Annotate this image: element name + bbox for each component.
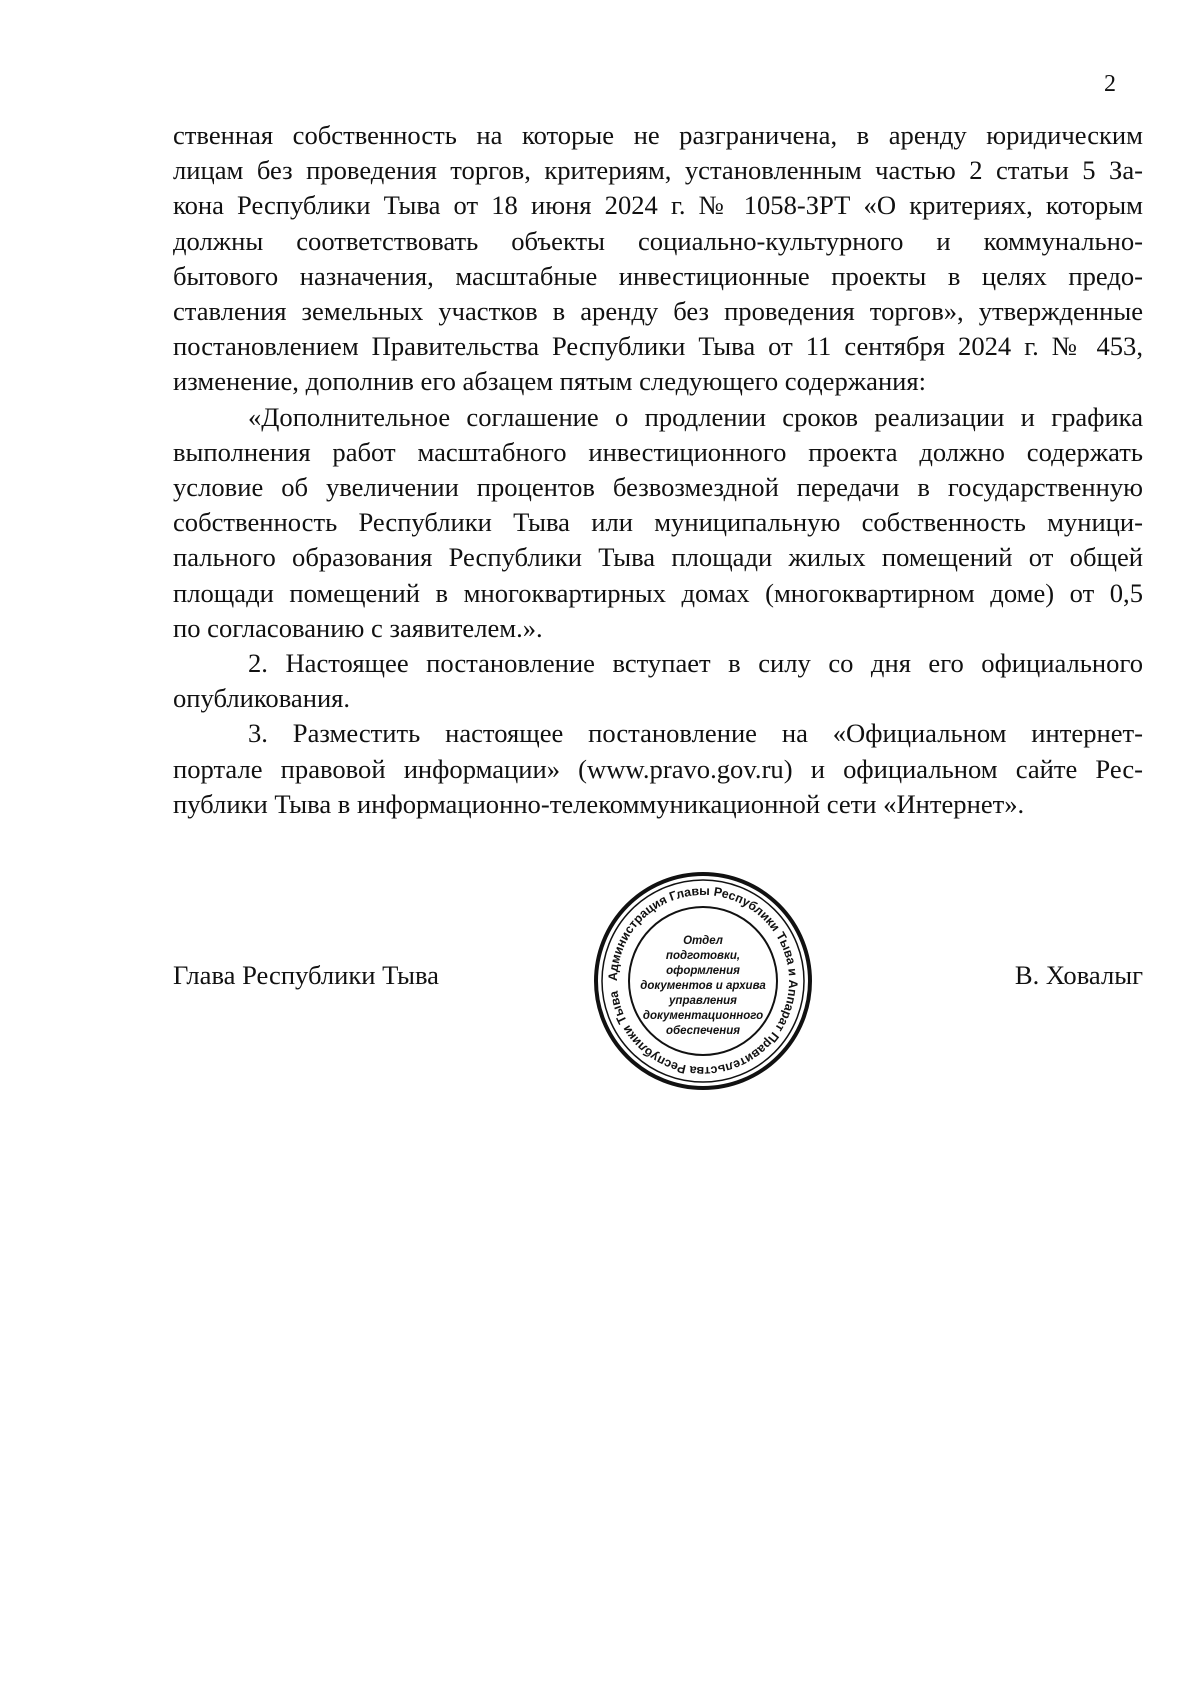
signer-title: Глава Республики Тыва [173,960,439,990]
text-line: опубликования. [173,683,351,714]
paragraph-1 [173,118,1143,400]
text-line: выполнения работ масштабного инвестиционного проекта должно содержать [173,436,1143,467]
signer-name: В. Ховалыг [1014,960,1143,990]
text-line: ставления земельных участков в аренду без проведения торгов», утвержденные [173,296,1143,327]
page-number: 2 [1104,71,1116,97]
text-line: бытового назначения, масштабные инвестиционные проекты в целях предо- [173,260,1143,291]
paragraph-4 [173,716,1143,822]
text-line: кона Республики Тыва от 18 июня 2024 г. № 1058-ЗРТ «О критериях, которым [173,190,1143,221]
text-line: площади помещений в многоквартирных домах (многоквартирном доме) от 0,5 [173,577,1143,608]
paragraph-3 [173,646,1143,716]
seal-ring-text: Администрация Главы Республики Тыва и Аппарат Правительства Республики Тыва [605,883,801,1079]
text-line: «Дополнительное соглашение о продлении сроков реализации и графика [248,401,1143,432]
paragraph-2 [173,400,1143,646]
seal-center-line: подготовки, [665,950,741,962]
seal-center-line: оформления [666,965,740,977]
document-body [173,118,1143,822]
text-line: изменение, дополнив его абзацем пятым следующего содержания: [173,366,927,397]
text-line: постановлением Правительства Республики Тыва от 11 сентября 2024 г. № 453, [173,331,1143,362]
text-line: 2. Настоящее постановление вступает в силу со дня его официального [248,648,1143,679]
text-line: публики Тыва в информационно-телекоммуникационной сети «Интернет». [173,788,1025,819]
text-line: ственная собственность на которые не разграничена, в аренду юридическим [173,120,1143,150]
text-line: портале правовой информации» (www.pravo.gov.ru) и официальном сайте Рес- [173,753,1143,784]
seal-center-line: управления [669,995,737,1007]
text-line: собственность Республики Тыва или муниципальную собственность муници- [173,507,1143,538]
seal-center-line: документационного [642,1010,764,1022]
seal-center-line: документов и архива [640,980,766,992]
text-line: пального образования Республики Тыва площади жилых помещений от общей [173,542,1143,573]
text-line: должны соответствовать объекты социально-культурного и коммунально- [173,225,1143,256]
text-line: условие об увеличении процентов безвозмездной передачи в государственную [173,472,1143,503]
text-line: 3. Разместить настоящее постановление на «Официальном интернет- [248,718,1143,749]
seal-center-line: обеспечения [665,1025,741,1037]
official-seal-icon [593,870,813,1092]
text-line: по согласованию с заявителем.». [173,612,543,643]
text-line: лицам без проведения торгов, критериям, установленным частью 2 статьи 5 За- [173,155,1143,186]
seal-center-line: Отдел [683,935,723,947]
